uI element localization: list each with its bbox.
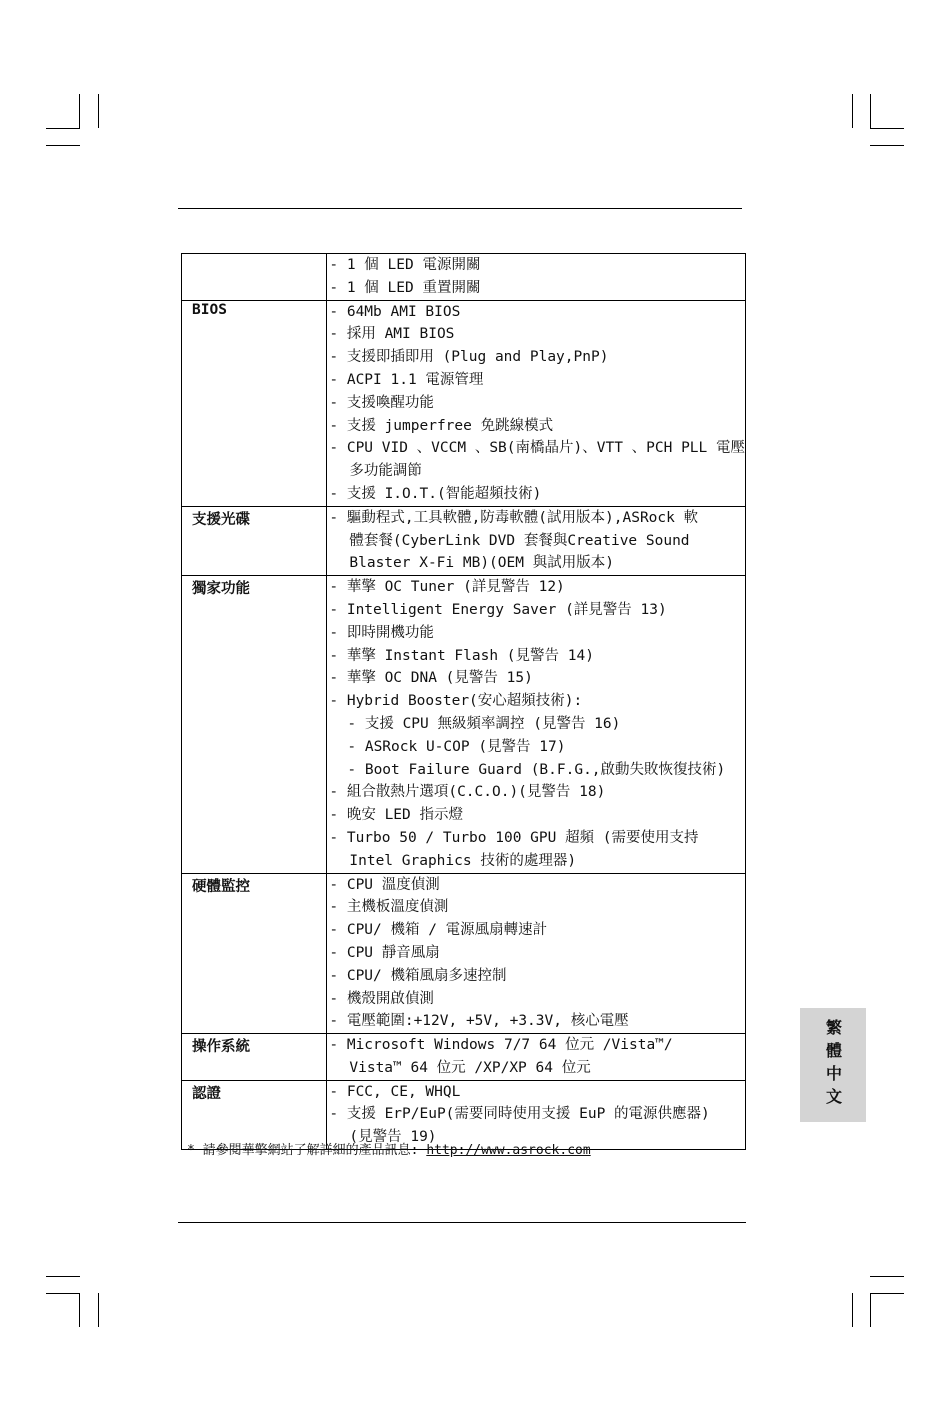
spec-line: - FCC, CE, WHQL	[329, 1083, 461, 1100]
footer-rule	[178, 1222, 746, 1223]
crop-mark	[98, 94, 99, 128]
crop-mark	[46, 1293, 80, 1294]
crop-mark	[870, 1276, 904, 1277]
spec-category	[182, 254, 327, 301]
spec-line: - ASRock U-COP (見警告 17)	[347, 738, 566, 755]
spec-row	[182, 506, 746, 575]
spec-line: Blaster X-Fi MB)(OEM 與試用版本)	[349, 555, 614, 572]
spec-category: 硬體監控	[182, 873, 327, 1034]
crop-mark	[46, 1276, 80, 1277]
crop-mark	[870, 1293, 871, 1327]
spec-line: - Intelligent Energy Saver (詳見警告 13)	[329, 601, 667, 618]
spec-line: - 1 個 LED 電源開關	[329, 257, 481, 273]
spec-row	[182, 576, 746, 873]
spec-line: - 採用 AMI BIOS	[329, 326, 455, 343]
spec-line: (見警告 19)	[349, 1129, 437, 1146]
spec-items	[327, 576, 746, 873]
spec-items	[327, 1080, 746, 1149]
crop-mark	[79, 94, 80, 128]
crop-mark	[46, 145, 80, 146]
spec-category: 支援光碟	[182, 506, 327, 575]
spec-row	[182, 254, 746, 301]
footnote-text: * 請參閱華擎網站了解詳細的產品訊息:	[187, 1143, 427, 1158]
spec-line: - 支援 jumperfree 免跳線模式	[329, 417, 554, 434]
header-rule	[178, 208, 742, 209]
language-tab-label: 繁體中文	[823, 1019, 843, 1111]
spec-line: - 驅動程式,工具軟體,防毒軟體(試用版本),ASRock 軟	[329, 509, 699, 526]
spec-line: - 支援 ErP/EuP(需要同時使用支援 EuP 的電源供應器)	[329, 1106, 710, 1123]
spec-row	[182, 1080, 746, 1149]
spec-line: - ACPI 1.1 電源管理	[329, 371, 484, 388]
spec-line: - 華擎 OC Tuner (詳見警告 12)	[329, 579, 565, 596]
spec-items	[327, 254, 746, 301]
spec-row	[182, 873, 746, 1034]
spec-line: Vista™ 64 位元 /XP/XP 64 位元	[349, 1059, 591, 1076]
spec-line: - 支援即插即用 (Plug and Play,PnP)	[329, 349, 609, 366]
spec-line: - Boot Failure Guard (B.F.G.,啟動失敗恢復技術)	[347, 761, 726, 778]
crop-mark	[870, 145, 904, 146]
spec-line: - CPU 溫度偵測	[329, 876, 440, 893]
crop-mark	[852, 1293, 853, 1327]
crop-mark	[46, 128, 80, 129]
spec-category: 操作系統	[182, 1034, 327, 1081]
crop-mark	[79, 1293, 80, 1327]
spec-line: - 華擎 OC DNA (見警告 15)	[329, 670, 533, 687]
spec-line: - 1 個 LED 重置開關	[329, 279, 481, 296]
spec-line: Intel Graphics 技術的處理器)	[349, 852, 577, 869]
spec-line: - 支援 I.O.T.(智能超頻技術)	[329, 485, 542, 502]
crop-mark	[870, 128, 904, 129]
spec-table	[181, 253, 746, 1150]
crop-mark	[870, 94, 871, 128]
spec-line: - 支援喚醒功能	[329, 394, 434, 411]
spec-table-body	[182, 254, 746, 1150]
spec-line: - CPU/ 機箱 / 電源風扇轉速計	[329, 922, 548, 939]
spec-row	[182, 1034, 746, 1081]
spec-row	[182, 300, 746, 506]
crop-mark	[98, 1293, 99, 1327]
spec-line: - CPU 靜音風扇	[329, 944, 440, 961]
spec-line: - 晚安 LED 指示燈	[329, 807, 463, 824]
spec-items	[327, 873, 746, 1034]
spec-line: - 主機板溫度偵測	[329, 899, 449, 916]
spec-category: 認證	[182, 1080, 327, 1149]
spec-line: - 支援 CPU 無級頻率調控 (見警告 16)	[347, 715, 621, 732]
spec-line: - Hybrid Booster(安心超頻技術):	[329, 693, 583, 710]
website-link[interactable]: http://www.asrock.com	[426, 1143, 591, 1158]
language-tab	[800, 1008, 866, 1122]
spec-line: - 組合散熱片選項(C.C.O.)(見警告 18)	[329, 784, 606, 801]
spec-line: 多功能調節	[349, 463, 422, 480]
spec-category: BIOS	[182, 300, 327, 506]
spec-line: - 機殼開啟偵測	[329, 990, 434, 1007]
spec-items	[327, 1034, 746, 1081]
spec-items	[327, 300, 746, 506]
spec-line: - 即時開機功能	[329, 624, 434, 641]
spec-line: - Turbo 50 / Turbo 100 GPU 超頻 (需要使用支持	[329, 829, 699, 846]
spec-line: - 64Mb AMI BIOS	[329, 303, 461, 320]
spec-items	[327, 506, 746, 575]
spec-line: 體套餐(CyberLink DVD 套餐與Creative Sound	[349, 532, 690, 549]
footnote	[187, 1141, 591, 1161]
spec-line: - Microsoft Windows 7/7 64 位元 /Vista™/	[329, 1037, 673, 1054]
spec-line: - 華擎 Instant Flash (見警告 14)	[329, 647, 594, 664]
crop-mark	[870, 1293, 904, 1294]
crop-mark	[852, 94, 853, 128]
spec-line: - 電壓範圍:+12V, +5V, +3.3V, 核心電壓	[329, 1013, 629, 1030]
spec-category: 獨家功能	[182, 576, 327, 873]
spec-line: - CPU/ 機箱風扇多速控制	[329, 967, 507, 984]
spec-line: - CPU VID 、VCCM 、SB(南橋晶片)、VTT 、PCH PLL 電壓	[329, 440, 745, 457]
